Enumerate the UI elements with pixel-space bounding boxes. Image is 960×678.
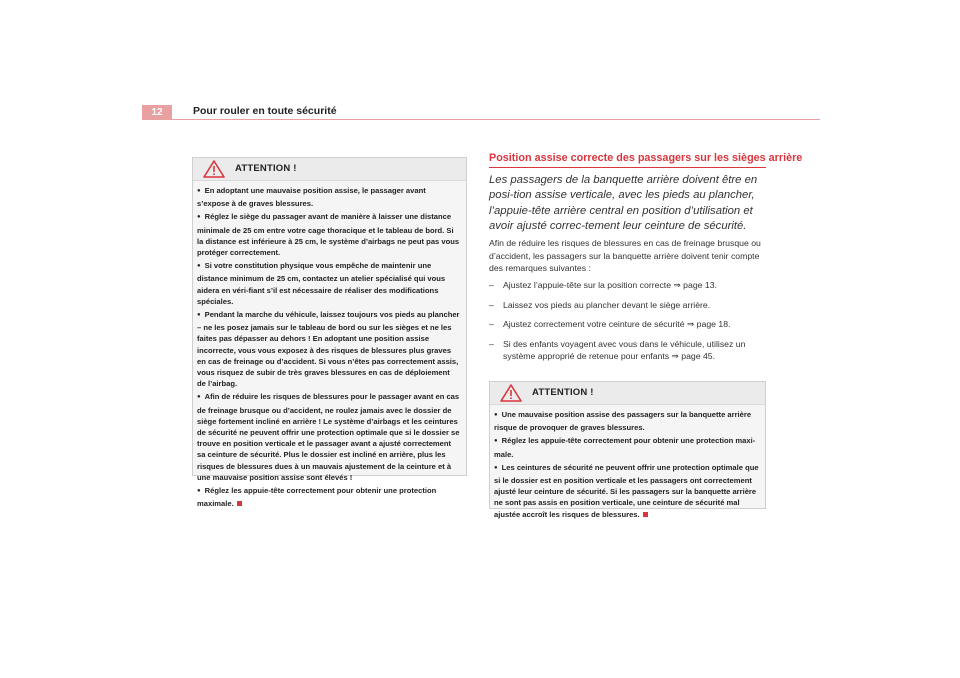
warning-item: ● Afin de réduire les risques de blessures pour le passager avant en cas de freinage brusque ou d’accident, ne roulez jamais avec le dossier de siège fortement incliné en arrière ! Le système d’airbags et les ceintures de sécurité ne peuvent offrir une protection optimale que si le dossier se trouve en position verticale et le passager avant a ajusté correctement sa ceinture de sécurité. Plus le dossier est incliné en arrière, plus les risques de blessures dues à un mauvais ajustement de la ceinture et à une mauvaise position assise sont élevés !: [197, 391, 460, 483]
list-item: – Ajustez correctement votre ceinture de sécurité ⇒ page 18.: [489, 318, 769, 331]
warning-item: ● Réglez les appuie-tête correctement pour obtenir une protection maxi-male.: [494, 435, 759, 459]
page-header-title: Pour rouler en toute sécurité: [193, 105, 337, 117]
warning-item-text: Les ceintures de sécurité ne peuvent offrir une protection optimale que si le dossier est en position verticale et les passagers ont correctement ajusté leur ceinture de sécurité. Si les passagers sur la banquette arrière ne sont pas assis en position verticale, une ceinture de sécurité mal ajustée accroît les risques de blessures.: [494, 462, 759, 519]
warning-item: ● En adoptant une mauvaise position assise, le passager avant s’expose à de graves blessures.: [197, 185, 460, 209]
warning-body: [193, 181, 466, 515]
warning-triangle-icon: [500, 384, 522, 402]
warning-body: [490, 405, 765, 526]
warning-triangle-icon: [203, 160, 225, 178]
warning-item-last: [197, 485, 460, 509]
section-intro: Les passagers de la banquette arrière doivent être en posi-tion assise verticale, avec les pieds au plancher, l’appuie-tête arrière central en position d’utilisation et avoir ajusté correc-tement leur ceinture de sécurité.: [489, 174, 758, 233]
section-paragraph: Afin de réduire les risques de blessures en cas de freinage brusque ou d’accident, les passagers sur la banquette arrière doivent tenir compte des remarques suivantes :: [489, 238, 761, 274]
warning-item: ● Réglez le siège du passager avant de manière à laisser une distance minimale de 25 cm entre votre cage thoracique et le tableau de bord. Si la distance est inférieure à 25 cm, le système d’airbags ne peut pas vous protéger correctement.: [197, 211, 460, 258]
instruction-list: [489, 279, 769, 370]
warning-item: ● Si votre constitution physique vous empêche de maintenir une distance minimum de 25 cm, contactez un atelier spécialisé qui vous aidera en véri-fiant s’il est nécessaire de réaliser des modifications spéciales.: [197, 260, 460, 307]
warning-box-front-passenger: [192, 157, 467, 509]
warning-heading: ATTENTION !: [532, 387, 594, 398]
end-of-section-icon: [643, 512, 648, 517]
list-item: – Si des enfants voyagent avec vous dans le véhicule, utilisez un système approprié de retenue pour enfants ⇒ page 45.: [489, 338, 769, 363]
warning-item-text: Réglez les appuie-tête correctement pour obtenir une protection maximale.: [197, 486, 437, 509]
list-item: – Ajustez l’appuie-tête sur la position correcte ⇒ page 13.: [489, 279, 769, 292]
warning-header: [490, 382, 765, 405]
page-number: 12: [142, 105, 172, 120]
warning-box-rear-passengers: [489, 381, 766, 519]
warning-heading: ATTENTION !: [235, 163, 297, 174]
warning-item: ● Pendant la marche du véhicule, laissez toujours vos pieds au plancher – ne les posez jamais sur le tableau de bord ou sur les sièges et ne les faites pas dépasser au dehors ! En adoptant une position assise incorrecte, vous vous exposez à des risques de blessures plus graves en cas de freinage ou d’accident. Si vous n’êtes pas correctement assis, vous risquez de subir de très graves blessures en cas de déploiement de l’airbag.: [197, 309, 460, 389]
section-title: Position assise correcte des passagers sur les sièges arrière: [489, 152, 766, 168]
header-rule: [172, 119, 820, 120]
end-of-section-icon: [237, 501, 242, 506]
list-item: – Laissez vos pieds au plancher devant le siège arrière.: [489, 299, 769, 312]
warning-item-last: [494, 462, 759, 520]
warning-item: ● Une mauvaise position assise des passagers sur la banquette arrière risque de provoquer de graves blessures.: [494, 409, 759, 433]
warning-header: [193, 158, 466, 181]
